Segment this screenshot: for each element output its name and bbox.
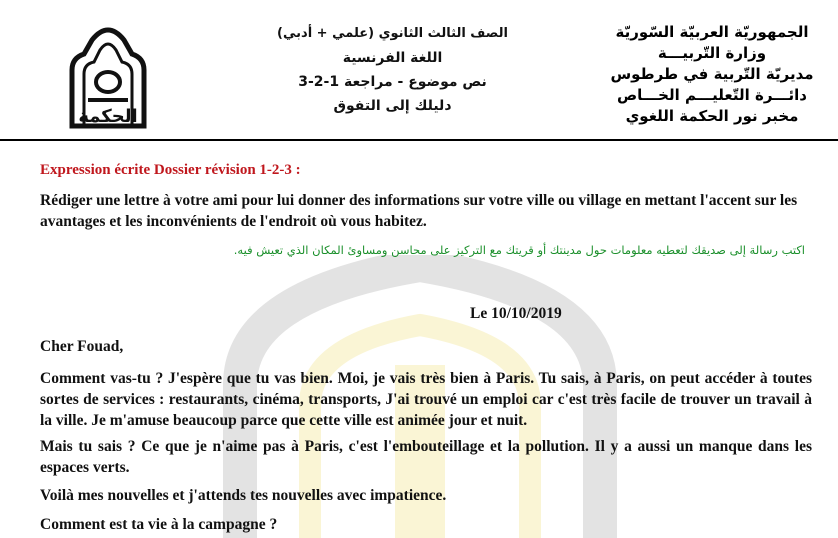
class-level: الصف الثالث الثانوي (علمي + أدبي) (277, 26, 508, 41)
exercise-instruction-arabic: اكتب رسالة إلى صديقك لتعطيه معلومات حول مدينتك أو قريتك مع التركيز على محاسن ومساوئ المكان الذي تعيش فيه. (233, 243, 805, 257)
ministry-header (602, 22, 822, 127)
letter-greeting: Cher Fouad, (40, 338, 124, 355)
exercise-instruction: Rédiger une lettre à votre ami pour lui donner des informations sur votre ville ou village en mettant l'accent sur les avantages et les inconvénients de l'endroit où vous habitez. (40, 192, 798, 230)
letter-paragraph: Comment vas-tu ? J'espère que tu vas bien. Moi, je vais très bien à Paris. Tu sais, à Paris, on peut accéder à toutes sortes de services : restaurants, cinéma, transports, J'ai trouvé un emploi car c'est très facile de trouver un travail à la ville. Je m'amuse beaucoup parce que cette ville est animée jour et nuit. (40, 370, 812, 429)
subject: اللغة الفرنسية (342, 50, 443, 66)
svg-text:الحكمة: الحكمة (78, 106, 138, 127)
letter-paragraph: Mais tu sais ? Ce que je n'aime pas à Paris, c'est l'embouteillage et la pollution. Il y a aussi un manque dans les espaces verts. (40, 438, 812, 476)
exercise-title: Expression écrite Dossier révision 1-2-3 : (40, 162, 301, 178)
header-line-lab: مخبر نور الحكمة اللغوي (625, 107, 799, 125)
header-line-directorate: مديريّة التّربية في طرطوس (610, 65, 814, 83)
header-divider (0, 139, 838, 141)
letter-date: Le 10/10/2019 (470, 305, 562, 322)
course-header (255, 22, 530, 118)
header-line-department: دائـــرة التّعليـــم الخـــاص (616, 86, 807, 104)
header-line-ministry: وزارة التّربيـــة (657, 44, 767, 62)
topic: نص موضوع - مراجعة 1-2-3 (298, 74, 487, 90)
letter-paragraph: Comment est ta vie à la campagne ? (40, 516, 278, 533)
tagline: دليلك إلى التفوق (333, 98, 452, 114)
header-line-republic: الجمهوريّة العربيّة السّوريّة (615, 23, 809, 41)
letter-paragraph: Voilà mes nouvelles et j'attends tes nouvelles avec impatience. (40, 487, 447, 504)
hikma-logo-icon (62, 18, 154, 130)
